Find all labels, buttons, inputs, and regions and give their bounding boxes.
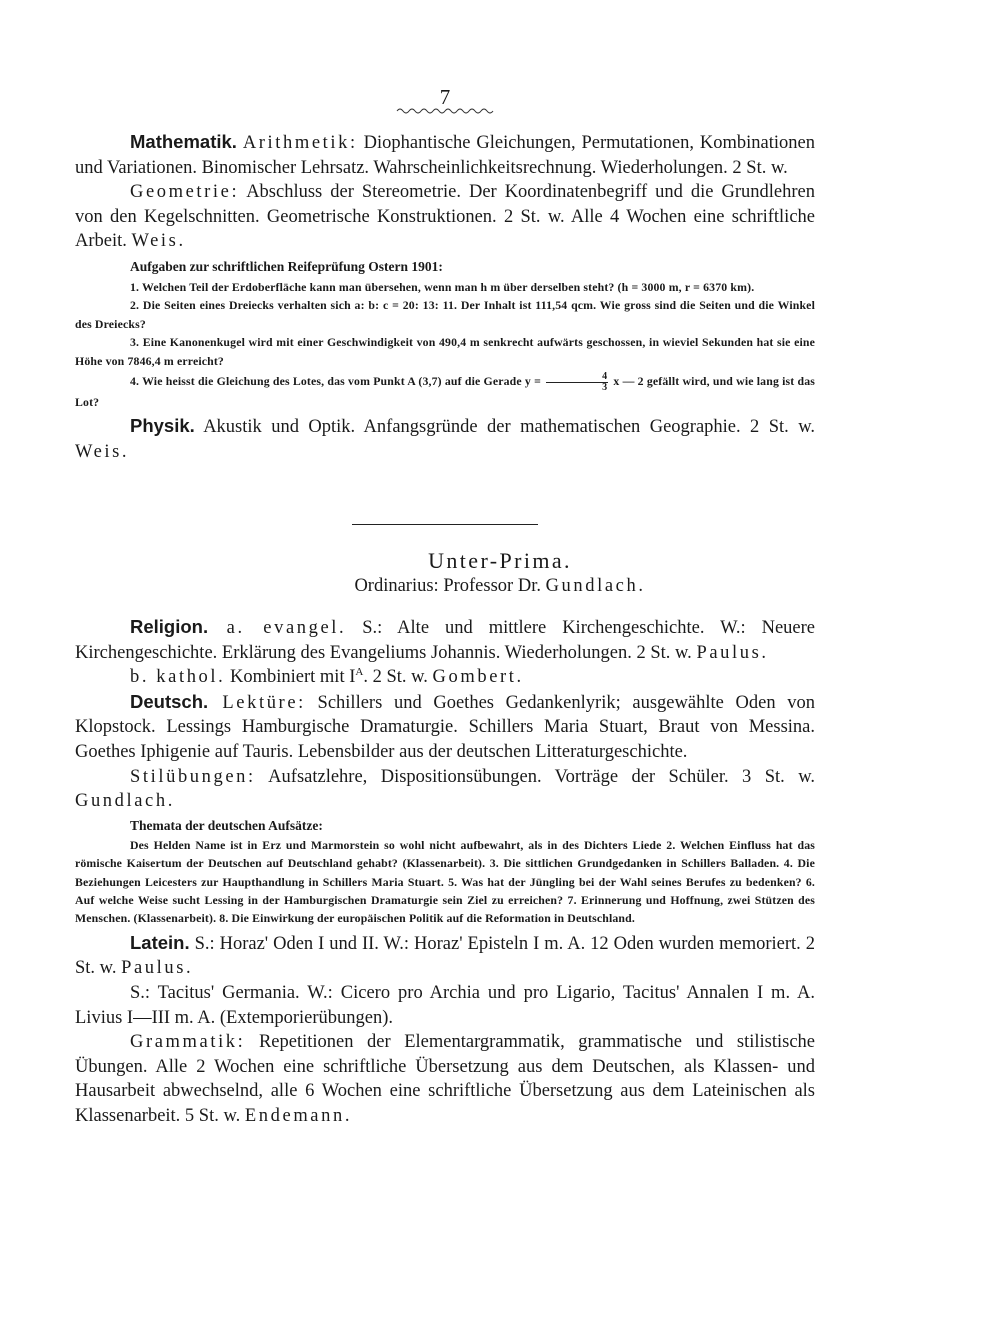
themata-title: Themata der deutschen Aufsätze: (130, 817, 323, 833)
ordinarius-label: Ordinarius: Professor Dr. (354, 576, 546, 596)
section-divider (352, 524, 538, 525)
deutsch-lektuere (75, 690, 815, 765)
deutsch-heading: Deutsch. (130, 690, 209, 712)
ordinarius-line (0, 576, 1000, 597)
physik-heading: Physik. (130, 415, 195, 437)
fraction-denominator: 3 (602, 382, 608, 393)
geometrie-label: Geometrie: (130, 182, 240, 203)
aufgaben-title: Aufgaben zur schriftlichen Reifeprüfung Ostern 1901: (130, 258, 443, 274)
task-2: 2. Die Seiten eines Dreiecks verhalten sich a: b: c = 20: 13: 11. Der Inhalt ist 111,54 qcm. Wie gross sind die Seiten und die Winkel des Dreiecks? (75, 298, 815, 331)
unter-prima-section (75, 615, 815, 1129)
religion-a-text: S.: Alte und mittlere Kirchengeschichte. W.: Neuere Kirchengeschichte. Erklärung des Evangeliums Johannis. Wiederholungen. 2 St. w. (75, 618, 816, 663)
latein-horaz (75, 931, 815, 981)
stiluebungen-teacher: Gundlach. (75, 791, 175, 812)
religion-a (75, 615, 815, 665)
religion-b (75, 665, 815, 690)
religion-b-teacher: Gombert. (432, 667, 524, 688)
mathematik-geometrie (75, 180, 815, 254)
section-title: Unter-Prima. (428, 548, 572, 573)
fraction-numerator: 4 (546, 372, 608, 383)
religion-b-label: b. kathol. (130, 667, 226, 688)
physik-teacher: Weis. (75, 442, 130, 462)
page-number: 7 (439, 85, 451, 109)
geometrie-text: Abschluss der Stereometrie. Der Koordinatenbegriff und die Grundlehren von den Kegelschnitten. Geometrische Konstruktionen. 2 St. w. Alle 4 Wochen eine schriftliche Arbeit. (75, 182, 815, 252)
latein-p1-text: S.: Horaz' Oden I und II. W.: Horaz' Episteln I m. A. 12 Oden wurden memoriert. 2 St. w. (75, 933, 815, 979)
task-1: 1. Welchen Teil der Erdoberfläche kann man übersehen, wenn man h m über derselben steht? (h = 3000 m, r = 6370 km). (130, 279, 755, 294)
religion-b-sup: A (355, 666, 364, 679)
latein-grammatik (75, 1030, 815, 1128)
religion-b-text2: . 2 St. w. (363, 667, 433, 688)
arithmetik-label: Arithmetik: (242, 133, 358, 153)
latein-heading: Latein. (130, 931, 190, 953)
mathematik-arithmetik (75, 130, 815, 180)
fraction (546, 372, 608, 393)
ordinarius-name: Gundlach. (545, 576, 646, 596)
grammatik-teacher: Endemann. (244, 1105, 353, 1126)
wavy-rule-ornament (395, 107, 495, 115)
stiluebungen-text: Aufsatzlehre, Dispositionsübungen. Vorträge der Schüler. 3 St. w. (255, 766, 815, 787)
mathematik-section (75, 130, 815, 465)
religion-heading: Religion. (130, 616, 209, 637)
geometrie-teacher: Weis. (131, 231, 186, 252)
religion-b-text: Kombiniert mit I (225, 667, 356, 688)
physik-paragraph (75, 414, 815, 464)
themata-text: Des Helden Name ist in Erz und Marmorstein so wohl nicht aufbewahrt, als in des Dichters Liede 2. Welchen Einfluss hat das römische Kaisertum der Deutschen auf Deutschland gehabt? (Klassenarbeit). 3. Die sittlichen Grundgedanken in Schillers Balladen. 4. Die Beziehungen Leicesters zur Haupthandlung in Schillers Maria Stuart. 5. Was hat der Jüngling bei der Wahl seines Berufes zu bedenken? 6. Auf welche Weise sucht Lessing in der Hamburgischen Dramaturgie sein Ziel zu erreichen? 7. Erinnerung und Hoffnung, zwei Stützen des Menschen. (Klassenarbeit). 8. Die Einwirkung der europäischen Politik auf die Reformation in Deutschland. (75, 837, 815, 926)
stiluebungen-label: Stilübungen: (130, 766, 256, 787)
latein-tacitus: S.: Tacitus' Germania. W.: Cicero pro Archia und pro Ligario, Tacitus' Annalen I m. A. Livius I—III m. A. (Extemporierübungen). (75, 982, 815, 1028)
grammatik-text: Repetitionen der Elementargrammatik, grammatische und stilistische Übungen. Alle 2 Wochen eine schriftliche Übersetzung aus dem Deutschen, als Klassen- und Hausarbeit abwechselnd, alle 6 Wochen eine schriftliche Übersetzung aus dem Lateinischen als Klassenarbeit. 5 St. w. (75, 1032, 815, 1126)
task-4-text-before: 4. Wie heisst die Gleichung des Lotes, das vom Punkt A (3,7) auf die Gerade y = (130, 374, 545, 389)
mathematik-heading: Mathematik. (130, 131, 237, 152)
task-3: 3. Eine Kanonenkugel wird mit einer Geschwindigkeit von 490,4 m senkrecht aufwärts geschossen, in wieviel Sekunden hat sie eine Höhe von 7846,4 m erreicht? (75, 335, 815, 368)
latein-p1-teacher: Paulus. (121, 958, 194, 979)
lektuere-label: Lektüre: (208, 692, 306, 713)
deutsch-stiluebungen (75, 765, 815, 814)
lektuere-text: Schillers und Goethes Gedankenlyrik; ausgewählte Oden von Klopstock. Lessings Hamburgische Dramaturgie. Schillers Maria Stuart, Braut von Messina. Goethes Iphigenie auf Tauris. Lebensbilder aus der deutschen Litteraturgeschichte. (75, 692, 815, 762)
religion-a-teacher: Paulus. (696, 642, 769, 663)
religion-a-label: a. evangel. (208, 618, 347, 638)
arithmetik-text: Diophantische Gleichungen, Permutationen, Kombinationen und Variationen. Binomischer Lehrsatz. Wahrscheinlichkeitsrechnung. Wiederholungen. 2 St. w. (75, 133, 815, 178)
task-4-text-after: x — 2 gefällt wird, und wie lang ist das Lot? (75, 374, 816, 409)
physik-text: Akustik und Optik. Anfangsgründe der mathematischen Geographie. 2 St. w. (194, 417, 815, 438)
grammatik-label: Grammatik: (130, 1032, 246, 1053)
task-4 (75, 372, 815, 411)
